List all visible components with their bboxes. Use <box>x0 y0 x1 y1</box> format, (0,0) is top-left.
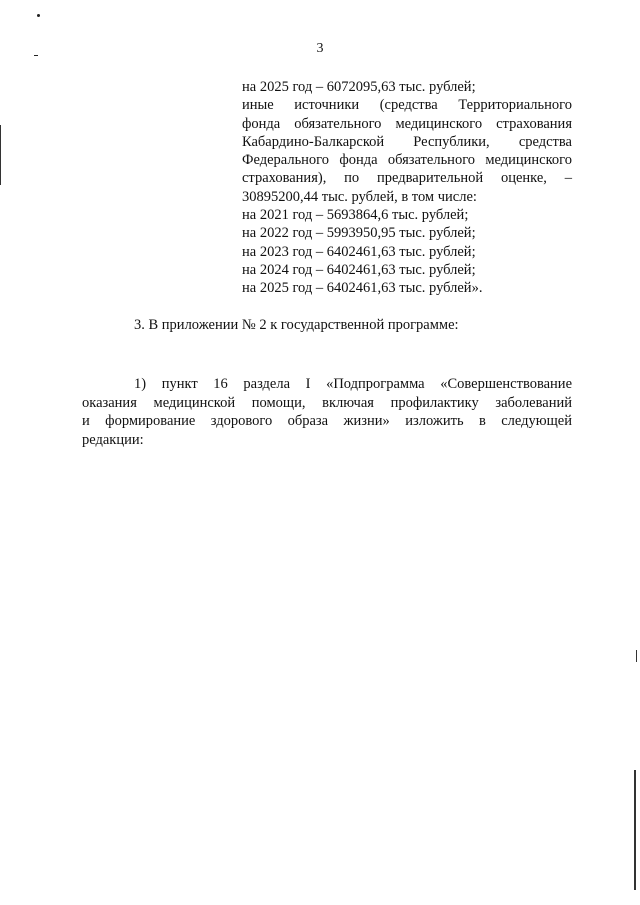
financing-line: фонда обязательного медицинского страхования <box>242 115 572 132</box>
financing-line: на 2025 год – 6072095,63 тыс. рублей; <box>242 79 476 95</box>
financing-line: Кабардино-Балкарской Республики, средства <box>242 133 572 150</box>
scan-edge-right-bottom <box>634 770 636 890</box>
financing-line: иные источники (средства Территориального <box>242 97 572 114</box>
financing-line: на 2025 год – 6402461,63 тыс. рублей». <box>242 280 483 297</box>
financing-line: на 2024 год – 6402461,63 тыс. рублей; <box>242 261 476 278</box>
paragraph-line: и формирование здорового образа жизни» изложить в следующей <box>82 413 572 430</box>
financing-line: на 2023 год – 6402461,63 тыс. рублей; <box>242 243 476 260</box>
page-number: 3 <box>316 41 324 56</box>
paragraph-line: редакции: <box>82 431 144 448</box>
scan-mark-top-left <box>37 14 40 17</box>
financing-line: на 2021 год – 5693864,6 тыс. рублей; <box>242 207 469 224</box>
section-heading: 3. В приложении № 2 к государственной программе: <box>134 317 459 333</box>
financing-block <box>242 78 572 298</box>
scan-edge-left <box>0 125 1 185</box>
scan-edge-right-top <box>636 650 637 662</box>
financing-line: 30895200,44 тыс. рублей, в том числе: <box>242 188 477 205</box>
paragraph-line: оказания медицинской помощи, включая профилактику заболеваний <box>82 394 572 411</box>
paragraph-line: 1) пункт 16 раздела I «Подпрограмма «Совершенствование <box>134 376 572 392</box>
financing-line: страхования), по предварительной оценке, – <box>242 170 572 187</box>
item-paragraph <box>82 375 572 449</box>
financing-line: Федерального фонда обязательного медицинского <box>242 152 572 169</box>
financing-line: на 2022 год – 5993950,95 тыс. рублей; <box>242 225 476 242</box>
